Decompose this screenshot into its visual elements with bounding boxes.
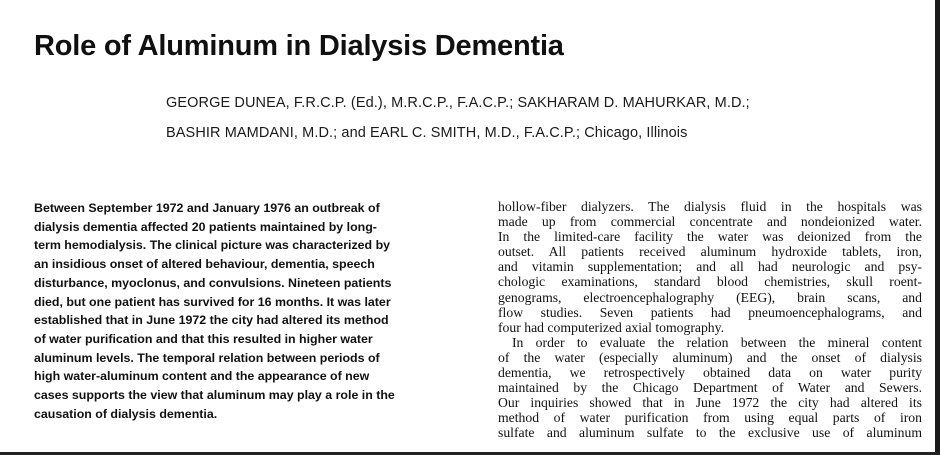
body-line: of the water (especially aluminum) and the onset of dialysis — [498, 349, 922, 365]
author-line: BASHIR MAMDANI, M.D.; and EARL C. SMITH, M.D., F.A.C.P.; Chicago, Illinois — [166, 125, 688, 141]
body-line: sulfate and aluminum sulfate to the exclusive use of aluminum — [498, 425, 922, 441]
body-line: In order to evaluate the relation between the mineral content — [512, 334, 922, 350]
author-line: GEORGE DUNEA, F.R.C.P. (Ed.), M.R.C.P., F.A.C.P.; SAKHARAM D. MAHURKAR, M.D.; — [166, 95, 750, 111]
abstract-line: established that in June 1972 the city had altered its method — [34, 313, 389, 328]
abstract-line: cases supports the view that aluminum may play a role in the — [34, 388, 395, 403]
body-line: method of water purification from using equal parts of iron — [498, 410, 922, 426]
abstract-line: Between September 1972 and January 1976 an outbreak of — [34, 201, 380, 215]
body-line: genograms, electroencephalography (EEG), brain scans, and — [498, 289, 922, 305]
body-line: flow studies. Seven patients had pneumoencephalograms, and — [498, 304, 922, 320]
scan-edge-right — [935, 0, 940, 455]
body-text-column — [498, 199, 922, 441]
article-title: Role of Aluminum in Dialysis Dementia — [34, 30, 564, 62]
abstract-line: of water purification and that this resulted in higher water — [34, 331, 373, 346]
body-line: dementia, we retrospectively obtained data on water purity — [498, 365, 922, 381]
abstract-line: aluminum levels. The temporal relation between periods of — [34, 350, 380, 365]
abstract-line: disturbance, myoclonus, and convulsions. Nineteen patients — [34, 275, 392, 290]
body-line: maintained by the Chicago Department of Water and Sewers. — [498, 380, 922, 396]
body-line: and vitamin supplementation; and all had neurologic and psy- — [498, 259, 922, 275]
abstract-line: an insidious onset of altered behaviour, dementia, speech — [34, 257, 375, 272]
abstract-line: term hemodialysis. The clinical picture was characterized by — [34, 238, 391, 253]
abstract-line: dialysis dementia affected 20 patients maintained by long- — [34, 219, 377, 234]
body-line: four had computerized axial tomography. — [498, 319, 725, 335]
body-line: made up from commercial concentrate and nondeionized water. — [498, 214, 922, 230]
body-line: chologic examinations, standard blood chemistries, skull roent- — [498, 274, 922, 290]
body-line: In the limited-care facility the water was deionized from the — [498, 229, 922, 245]
body-line: outset. All patients received aluminum hydroxide tablets, iron, — [498, 244, 922, 260]
author-byline — [166, 88, 896, 148]
abstract-line: causation of dialysis dementia. — [34, 406, 218, 421]
body-line: Our inquiries showed that in June 1972 the city had altered its — [498, 395, 922, 411]
body-line: hollow-fiber dialyzers. The dialysis fluid in the hospitals was — [498, 199, 922, 214]
abstract-line: died, but one patient has survived for 16 months. It was later — [34, 294, 391, 309]
abstract-line: high water-aluminum content and the appearance of new — [34, 369, 370, 384]
abstract — [34, 199, 474, 423]
